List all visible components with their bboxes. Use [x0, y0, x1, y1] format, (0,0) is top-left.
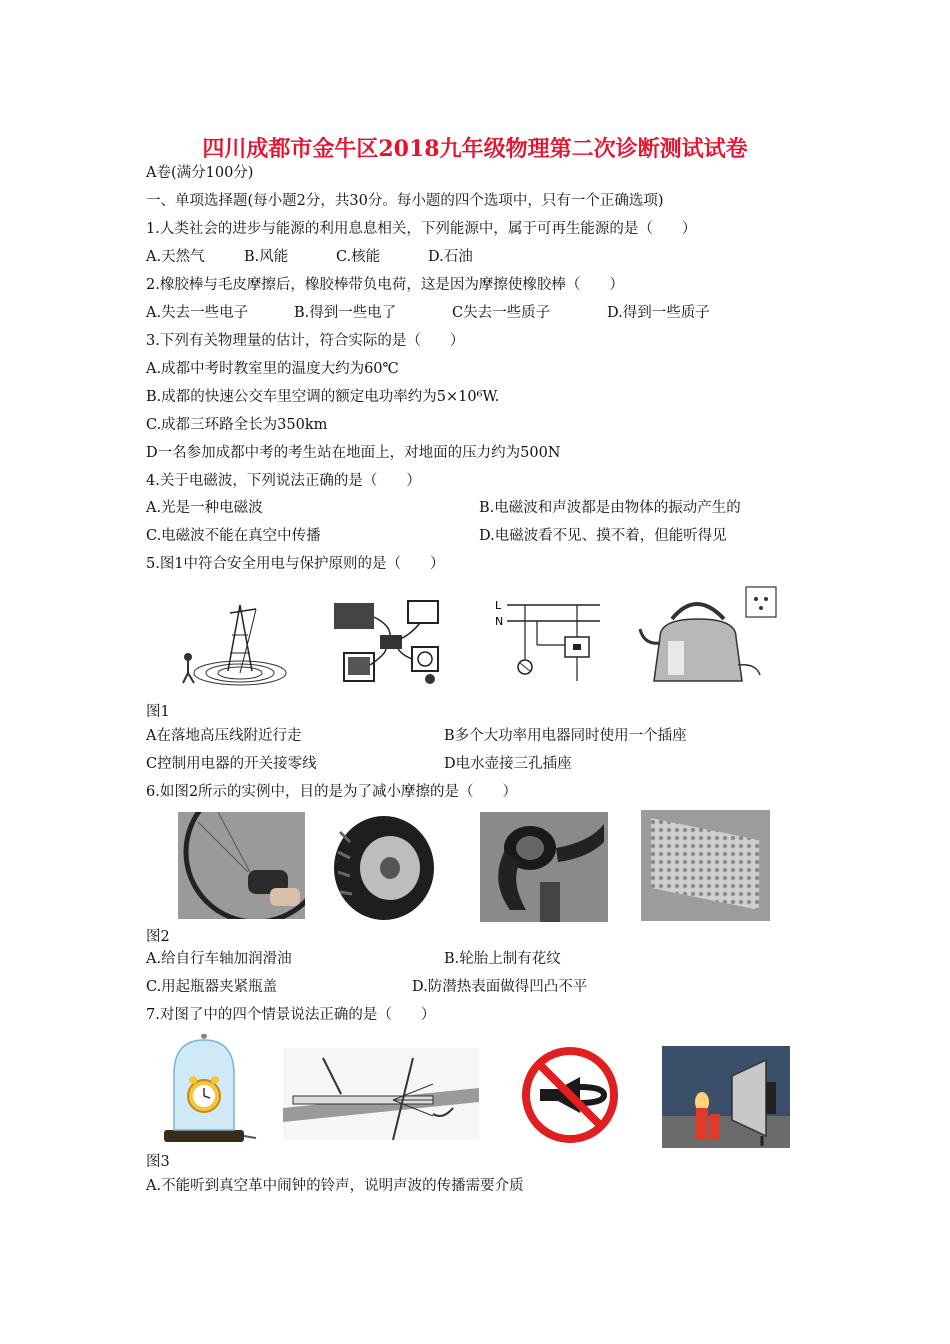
q2-option-a: A.失去一些电子	[146, 305, 249, 321]
q4-option-c: C.电磁波不能在真空中传播	[146, 528, 321, 544]
tire-tread-photo	[330, 812, 438, 922]
figure-3-caption: 图3	[146, 1154, 170, 1170]
figure-2-caption: 图2	[146, 929, 170, 945]
bicycle-oil-photo	[178, 812, 305, 919]
q6-option-d: D.防潜热表面做得凹凸不平	[412, 979, 588, 995]
question-7: 7.对图了中的四个情景说法正确的是（ ）	[146, 1007, 436, 1023]
q4-option-d: D.电磁波看不见、摸不着，但能听得见	[479, 528, 727, 544]
question-1: 1.人类社会的进步与能源的利用息息相关，下列能源中，属于可再生能源的是（ ）	[146, 221, 697, 237]
q5-option-b: B多个大功率用电器同时使用一个插座	[444, 728, 687, 744]
part-heading: 一、单项选择题(每小题2分，共30分。每小题的四个选项中，只有一个正确选项)	[146, 193, 664, 209]
q3-option-d: D一名参加成都中考的考生站在地面上，对地面的压力约为500N	[146, 445, 561, 461]
electric-kettle-figure	[638, 585, 783, 690]
question-5: 5.图1中符合安全用电与保护原则的是（ ）	[146, 556, 445, 572]
question-4: 4.关于电磁波，下列说法正确的是（ ）	[146, 473, 421, 489]
q1-option-a: A.天然气	[146, 249, 205, 265]
textured-mat-photo	[641, 810, 770, 921]
q6-option-c: C.用起瓶器夹紧瓶盖	[146, 979, 278, 995]
q3-option-b: B.成都的快速公交车里空调的额定电功率约为5×10⁶W.	[146, 389, 500, 405]
q5-option-a: A在落地高压线附近行走	[146, 728, 302, 744]
q3-option-a: A.成都中考时教室里的温度大约为60℃	[146, 361, 399, 377]
circuit-label-l: L	[495, 599, 502, 612]
bell-jar-alarm-clock-photo	[160, 1034, 260, 1149]
q4-option-b: B.电磁波和声波都是由物体的振动产生的	[479, 500, 741, 516]
question-2: 2.橡胶棒与毛皮摩擦后，橡胶棒带负电荷，这是因为摩擦使橡胶棒（ ）	[146, 277, 624, 293]
q6-option-a: A.给自行车轴加润滑油	[146, 951, 292, 967]
ruler-vibration-figure	[283, 1048, 479, 1140]
q5-option-d: D电水壶接三孔插座	[444, 756, 572, 772]
q5-option-c: C控制用电器的开关接零线	[146, 756, 317, 772]
circuit-label-n: N	[495, 615, 504, 628]
q1-option-c: C.核能	[336, 249, 381, 265]
section-heading: A卷(满分100分)	[146, 165, 254, 181]
figure-1-caption: 图1	[146, 704, 170, 720]
q2-option-b: B.得到一些电了	[294, 305, 397, 321]
q6-option-b: B.轮胎上制有花纹	[444, 951, 561, 967]
question-6: 6.如图2所示的实例中，目的是为了减小摩擦的是（ ）	[146, 784, 518, 800]
q4-option-a: A.光是一种电磁波	[146, 500, 263, 516]
overloaded-socket-figure	[330, 595, 445, 690]
page-title: 四川成都市金牛区2018九年级物理第二次诊断测试试卷	[202, 136, 748, 162]
bottle-opener-photo	[480, 812, 608, 922]
q2-option-c: C失去一些质子	[452, 305, 551, 321]
q1-option-d: D.石油	[428, 249, 473, 265]
q1-option-b: B.风能	[244, 249, 289, 265]
question-3: 3.下列有关物理量的估计，符合实际的是（ ）	[146, 333, 465, 349]
q3-option-c: C.成都三环路全长为350km	[146, 417, 328, 433]
high-voltage-tower-figure	[178, 595, 288, 690]
speaker-candle-photo	[662, 1046, 790, 1148]
q7-option-a: A.不能听到真空革中闹钟的铃声，说明声波的传播需要介质	[146, 1178, 524, 1194]
circuit-diagram-figure	[495, 597, 605, 689]
q2-option-d: D.得到一些质子	[607, 305, 710, 321]
no-honking-sign	[518, 1045, 622, 1145]
